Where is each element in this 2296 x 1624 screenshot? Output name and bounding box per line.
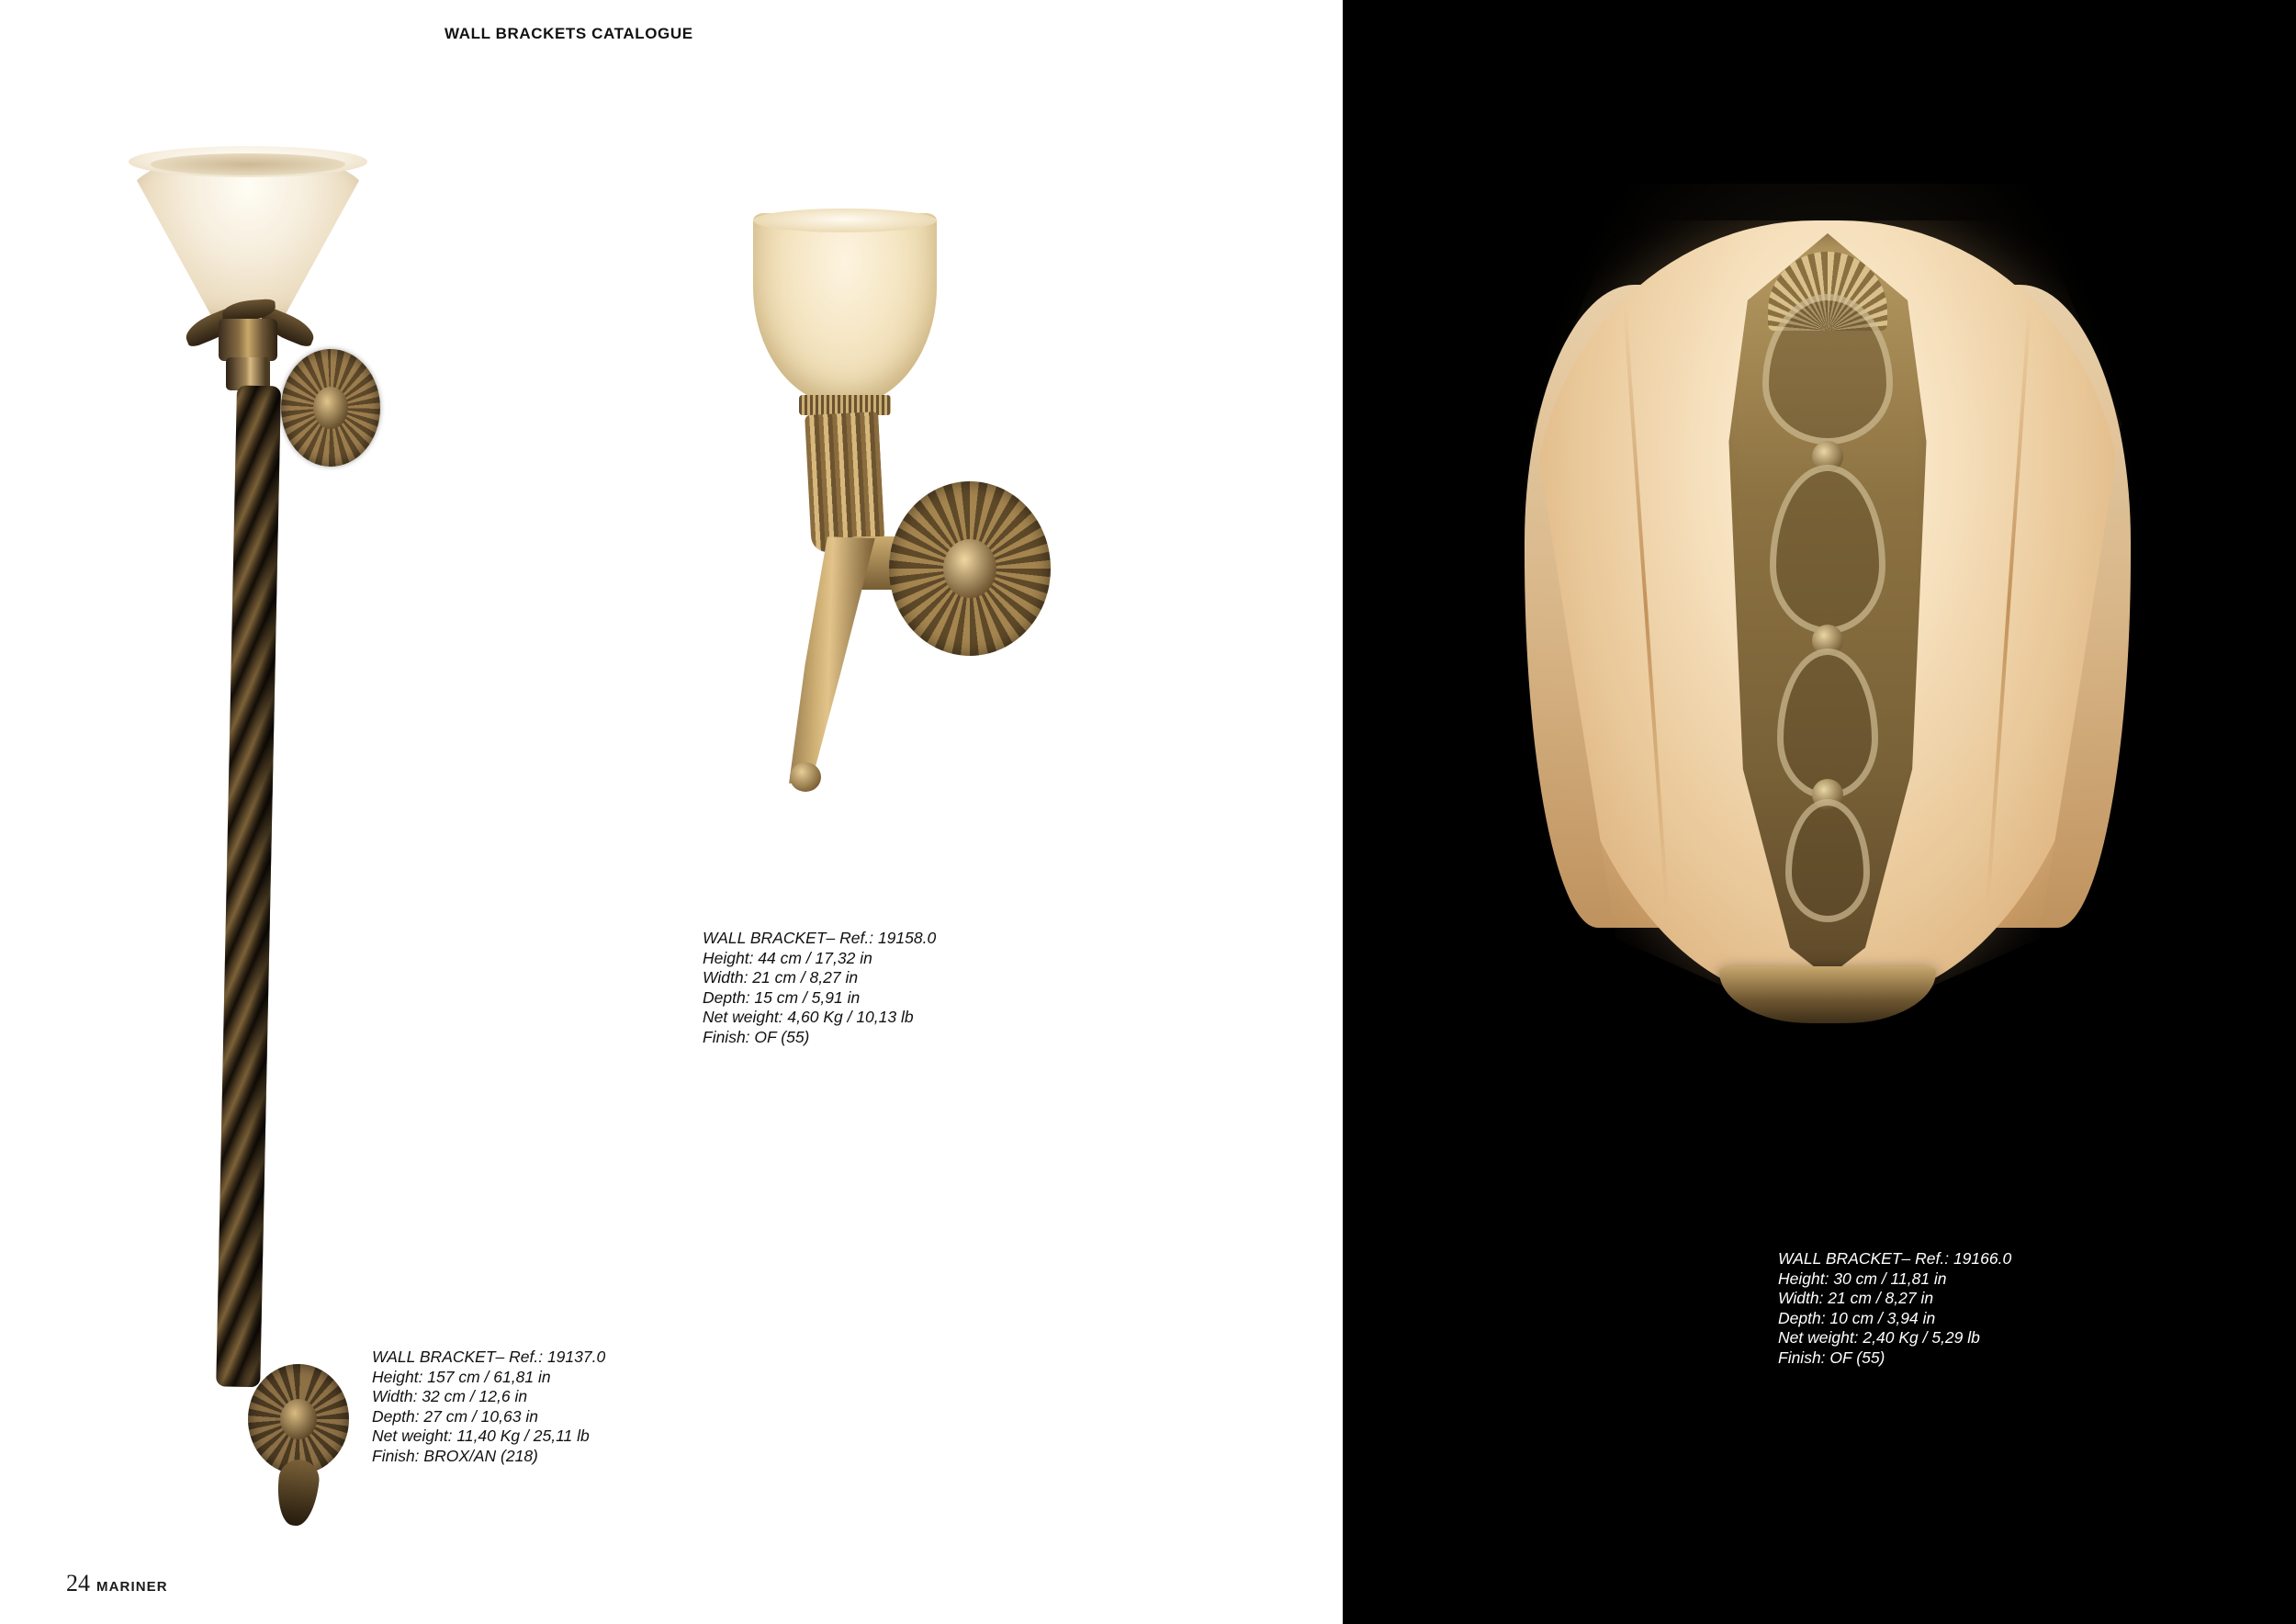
wall-plate-rosette [281,349,380,467]
ornament-loop-2 [1770,465,1885,634]
product-net-weight: Net weight: 11,40 Kg / 25,11 lb [372,1427,590,1445]
lamp-shade [753,213,937,406]
bottom-finial [274,1458,321,1528]
curved-arm [767,535,874,786]
beaded-band [799,395,891,415]
page-title: WALL BRACKETS CATALOGUE [445,25,693,42]
product-height: Height: 30 cm / 11,81 in [1778,1269,1947,1288]
brand-name: MARINER [96,1579,168,1595]
lamp-shade-rim [753,209,937,232]
product-depth: Depth: 10 cm / 3,94 in [1778,1308,1936,1327]
arm-tip-finial [790,762,821,792]
lamp-shade-inner [151,153,345,175]
page-number: 24 [66,1570,90,1596]
product-width: Width: 32 cm / 12,6 in [372,1387,528,1405]
product-net-weight: Net weight: 4,60 Kg / 10,13 lb [703,1008,914,1026]
product-image-19137 [110,152,404,1539]
base-rosette [248,1364,349,1474]
product-height: Height: 44 cm / 17,32 in [703,948,872,967]
product-finish: Finish: OF (55) [703,1027,810,1046]
ornament-loop-4 [1785,799,1870,922]
product-spec-19166 [1778,1249,2011,1368]
bottom-mount [1719,966,1936,1023]
product-finish: Finish: OF (55) [1778,1348,1885,1367]
page-footer [66,1570,168,1597]
fluted-column [805,412,885,553]
product-height: Height: 157 cm / 61,81 in [372,1367,551,1386]
wall-plate-rosette [889,481,1051,656]
product-depth: Depth: 27 cm / 10,63 in [372,1406,538,1426]
product-image-19158 [735,213,1120,856]
product-name-ref: WALL BRACKET– Ref.: 19158.0 [703,929,937,947]
product-width: Width: 21 cm / 8,27 in [703,968,859,987]
product-name-ref: WALL BRACKET– Ref.: 19137.0 [372,1348,606,1366]
product-depth: Depth: 15 cm / 5,91 in [703,987,861,1007]
product-spec-19137 [372,1348,605,1466]
product-spec-19158 [703,929,936,1047]
lamp-collar [219,319,277,361]
product-finish: Finish: BROX/AN (218) [372,1446,538,1465]
product-name-ref: WALL BRACKET– Ref.: 19166.0 [1778,1249,2012,1268]
product-width: Width: 21 cm / 8,27 in [1778,1289,1934,1307]
product-net-weight: Net weight: 2,40 Kg / 5,29 lb [1778,1328,1980,1347]
ornament-loop-3 [1777,648,1878,799]
twisted-stem [216,385,281,1387]
product-image-19166 [1506,220,2149,1148]
